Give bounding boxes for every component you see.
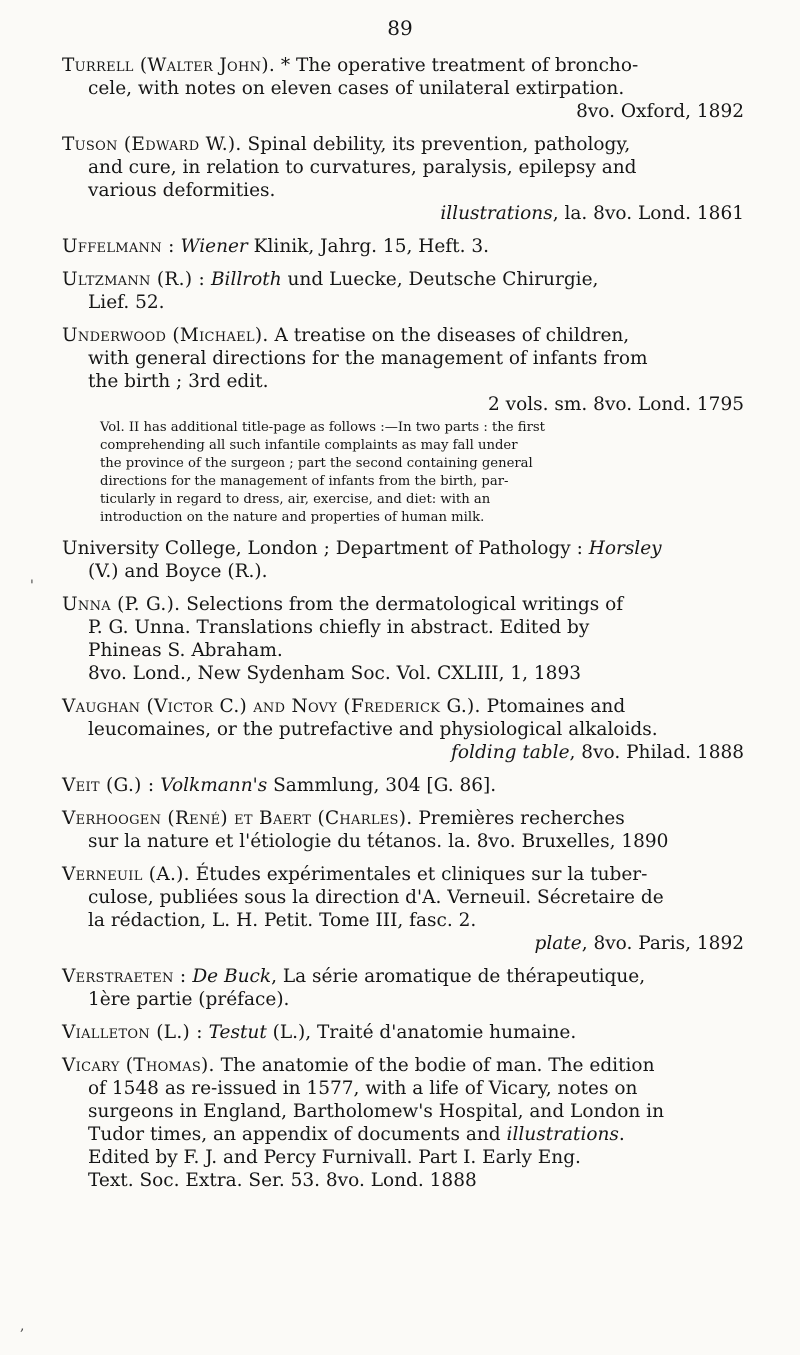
- entry-note-line: introduction on the nature and properties of human milk.: [100, 510, 485, 525]
- bibliography-entry: [62, 593, 744, 685]
- bibliography-entry: [62, 774, 744, 797]
- entry-title: Selections from the dermatological writings of: [186, 594, 624, 615]
- entry-first-line: [62, 268, 744, 291]
- entry-note: [100, 419, 744, 527]
- entry-continuation: Tudor times, an appendix of documents and illustrations.: [88, 1124, 625, 1145]
- entry-note-line: directions for the management of infants from the birth, par-: [100, 474, 509, 489]
- bibliography-entry: [62, 807, 744, 853]
- entry-author: Verhoogen (René) et Baert (Charles).: [62, 808, 413, 829]
- bibliography-entry: [62, 235, 744, 258]
- entry-continuation: the birth ; 3rd edit.: [88, 371, 269, 392]
- entry-continuation: leucomaines, or the putrefactive and physiological alkaloids.: [88, 719, 658, 740]
- bibliography-entry: [62, 537, 744, 583]
- entry-title: Wiener Klinik, Jahrg. 15, Heft. 3.: [180, 236, 490, 257]
- entry-author: Turrell (Walter John).: [62, 55, 276, 76]
- bibliography-entry: [62, 324, 744, 527]
- entry-continuation: and cure, in relation to curvatures, paralysis, epilepsy and: [88, 157, 637, 178]
- entry-title: Ptomaines and: [486, 696, 626, 717]
- entry-imprint: illustrations, la. 8vo. Lond. 1861: [440, 203, 744, 224]
- margin-mark: ,: [20, 1318, 25, 1334]
- page-number: 89: [387, 16, 413, 40]
- entry-title: A treatise on the diseases of children,: [274, 325, 630, 346]
- entry-continuation: various deformities.: [88, 180, 276, 201]
- entry-continuation: Edited by F. J. and Percy Furnivall. Part I. Early Eng.: [88, 1147, 581, 1168]
- entry-first-line: [62, 863, 744, 886]
- entry-continuation: cele, with notes on eleven cases of unilateral extirpation.: [88, 78, 625, 99]
- entry-title: Spinal debility, its prevention, pathology,: [247, 134, 631, 155]
- entry-title: University College, London ; Department of Pathology : Horsley: [62, 538, 662, 559]
- entry-note-line: ticularly in regard to dress, air, exercise, and diet: with an: [100, 492, 491, 507]
- entry-title: Volkmann's Sammlung, 304 [G. 86].: [160, 775, 497, 796]
- entry-note-line: Vol. II has additional title-page as follows :—In two parts : the first: [100, 420, 545, 435]
- entry-continuation: Phineas S. Abraham.: [88, 640, 283, 661]
- entry-continuation: la rédaction, L. H. Petit. Tome III, fasc. 2.: [88, 910, 477, 931]
- entry-first-line: [62, 695, 744, 718]
- entry-title: Premières recherches: [418, 808, 625, 829]
- entry-author: Uffelmann :: [62, 236, 175, 257]
- entry-continuation: surgeons in England, Bartholomew's Hospital, and London in: [88, 1101, 664, 1122]
- entry-title: Études expérimentales et cliniques sur la tuber-: [195, 864, 648, 885]
- entry-continuation: of 1548 as re-issued in 1577, with a life of Vicary, notes on: [88, 1078, 638, 1099]
- entry-continuation: Lief. 52.: [88, 292, 165, 313]
- entry-title: * The operative treatment of broncho-: [280, 55, 639, 76]
- entry-imprint: 2 vols. sm. 8vo. Lond. 1795: [487, 394, 744, 415]
- entry-title: De Buck, La série aromatique de thérapeutique,: [192, 966, 646, 987]
- entry-first-line: [62, 537, 744, 560]
- bibliography-entry: [62, 133, 744, 225]
- entry-author: Verneuil (A.).: [62, 864, 190, 885]
- entry-author: Veit (G.) :: [62, 775, 155, 796]
- entry-continuation: P. G. Unna. Translations chiefly in abstract. Edited by: [88, 617, 590, 638]
- entry-continuation: (V.) and Boyce (R.).: [88, 561, 268, 582]
- entry-continuation: sur la nature et l'étiologie du tétanos. la. 8vo. Bruxelles, 1890: [88, 831, 669, 852]
- entry-first-line: [62, 965, 744, 988]
- entry-author: Vicary (Thomas).: [62, 1055, 215, 1076]
- entry-first-line: [62, 133, 744, 156]
- entry-imprint: 8vo. Oxford, 1892: [576, 101, 744, 122]
- bibliography-entry: [62, 268, 744, 314]
- bibliography-entry: [62, 965, 744, 1011]
- entry-continuation: with general directions for the management of infants from: [88, 348, 648, 369]
- entry-imprint: folding table, 8vo. Philad. 1888: [451, 742, 744, 763]
- entry-author: Vialleton (L.) :: [62, 1022, 203, 1043]
- bibliography-entries: [62, 54, 744, 1202]
- entry-first-line: [62, 1054, 744, 1077]
- entry-title: Billroth und Luecke, Deutsche Chirurgie,: [210, 269, 599, 290]
- entry-continuation: 1ère partie (préface).: [88, 989, 290, 1010]
- bibliography-entry: [62, 1021, 744, 1044]
- entry-first-line: [62, 1021, 744, 1044]
- bibliography-entry: [62, 1054, 744, 1192]
- entry-first-line: [62, 774, 744, 797]
- bibliography-entry: [62, 54, 744, 123]
- entry-note-line: comprehending all such infantile complaints as may fall under: [100, 438, 518, 453]
- entry-note-line: the province of the surgeon ; part the second containing general: [100, 456, 533, 471]
- entry-title: The anatomie of the bodie of man. The edition: [220, 1055, 655, 1076]
- entry-continuation: Text. Soc. Extra. Ser. 53. 8vo. Lond. 1888: [88, 1170, 477, 1191]
- entry-author: Unna (P. G.).: [62, 594, 181, 615]
- entry-first-line: [62, 235, 744, 258]
- entry-continuation: 8vo. Lond., New Sydenham Soc. Vol. CXLIII, 1, 1893: [88, 663, 581, 684]
- entry-author: Ultzmann (R.) :: [62, 269, 206, 290]
- entry-first-line: [62, 807, 744, 830]
- entry-author: Tuson (Edward W.).: [62, 134, 242, 155]
- entry-first-line: [62, 593, 744, 616]
- entry-title: Testut (L.), Traité d'anatomie humaine.: [208, 1022, 577, 1043]
- entry-continuation: culose, publiées sous la direction d'A. Verneuil. Sécretaire de: [88, 887, 664, 908]
- entry-first-line: [62, 324, 744, 347]
- entry-author: Vaughan (Victor C.) and Novy (Frederick G.).: [62, 696, 481, 717]
- entry-author: Verstraeten :: [62, 966, 187, 987]
- entry-first-line: [62, 54, 744, 77]
- margin-mark: ': [30, 578, 34, 594]
- bibliography-entry: [62, 695, 744, 764]
- entry-imprint: plate, 8vo. Paris, 1892: [534, 933, 744, 954]
- bibliography-entry: [62, 863, 744, 955]
- entry-author: Underwood (Michael).: [62, 325, 269, 346]
